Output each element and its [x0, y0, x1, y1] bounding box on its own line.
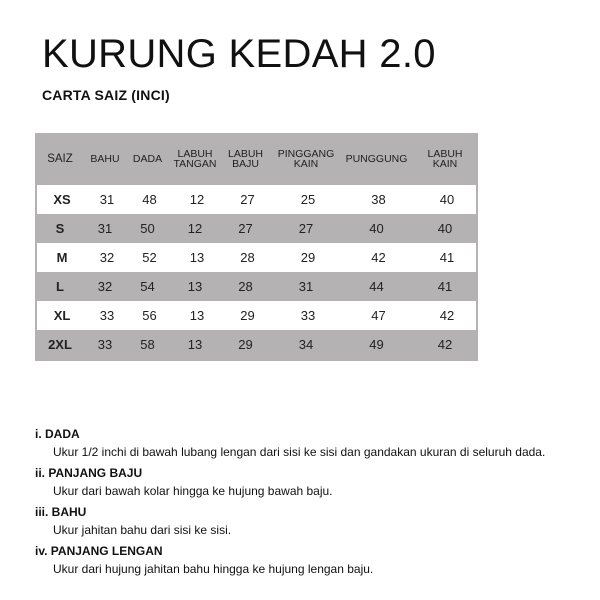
measurement-cell: 12 — [187, 221, 203, 236]
column-header — [125, 154, 170, 164]
measurement-cell: 13 — [187, 279, 203, 294]
measurement-cell: 31 — [298, 279, 314, 294]
measurement-cell: 42 — [437, 337, 453, 352]
column-header — [341, 154, 412, 164]
table-row — [35, 301, 478, 330]
measurement-cell: 42 — [439, 308, 455, 323]
measurement-cell: 40 — [437, 221, 453, 236]
size-label: XL — [53, 308, 71, 323]
measurement-cell: 31 — [99, 192, 115, 207]
measurement-cell: 54 — [140, 279, 155, 294]
measurement-cell: 27 — [298, 221, 314, 236]
measurement-cell: 49 — [369, 337, 384, 352]
note-description: Ukur dari hujung jahitan bahu hingga ke hujung lengan baju. — [53, 562, 374, 576]
column-header-text: PINGGANG — [277, 148, 335, 160]
measurement-cell: 33 — [97, 337, 113, 352]
measurement-cell: 47 — [371, 308, 386, 323]
note-description: Ukur 1/2 inchi di bawah lubang lengan dari sisi ke sisi dan gandakan ukuran di seluruh dada. — [53, 445, 546, 459]
column-header — [35, 154, 85, 164]
column-header-text: BAJU — [232, 158, 259, 170]
measurement-cell: 38 — [371, 192, 386, 207]
column-header-text: KAIN — [432, 158, 458, 170]
table-row — [35, 214, 478, 243]
column-header — [271, 149, 341, 169]
column-header-text: KAIN — [293, 158, 319, 170]
note-description: Ukur dari bawah kolar hingga ke hujung bawah baju. — [53, 484, 333, 498]
column-header-text: PUNGGUNG — [345, 153, 408, 165]
size-label: 2XL — [48, 337, 72, 352]
measurement-cell: 50 — [140, 221, 155, 236]
measurement-cell: 27 — [240, 192, 255, 207]
table-header-row — [35, 133, 478, 185]
column-header-text: LABUH — [177, 148, 213, 160]
measurement-cell: 40 — [369, 221, 384, 236]
page-title: KURUNG KEDAH 2.0 — [42, 32, 436, 76]
column-header-text: DADA — [132, 153, 163, 165]
table-row — [35, 185, 478, 214]
column-header-text: SAIZ — [47, 153, 73, 165]
chart-subtitle: CARTA SAIZ (INCI) — [42, 87, 170, 103]
size-label: M — [56, 250, 68, 265]
column-header — [170, 149, 220, 169]
table-row — [35, 243, 478, 272]
note-title: iii. BAHU — [35, 505, 87, 519]
measurement-cell: 25 — [300, 192, 316, 207]
measurement-cell: 12 — [189, 192, 205, 207]
note-title: i. DADA — [35, 427, 80, 441]
measurement-cell: 56 — [142, 308, 157, 323]
column-header — [220, 149, 271, 169]
measurement-cell: 40 — [439, 192, 455, 207]
measurement-cell: 28 — [240, 250, 255, 265]
measurement-cell: 42 — [371, 250, 386, 265]
table-row — [35, 330, 478, 361]
column-header — [412, 149, 478, 169]
measurement-cell: 32 — [99, 250, 115, 265]
measurement-cell: 13 — [189, 308, 205, 323]
measurement-cell: 58 — [140, 337, 155, 352]
column-header-text: BAHU — [90, 153, 120, 165]
column-header-text: TANGAN — [173, 158, 217, 170]
table-row — [35, 272, 478, 301]
measurement-cell: 48 — [142, 192, 157, 207]
measurement-cell: 27 — [238, 221, 253, 236]
size-chart-table — [35, 133, 478, 361]
measurement-cell: 33 — [300, 308, 316, 323]
measurement-cell: 52 — [142, 250, 157, 265]
column-header-text: LABUH — [227, 148, 263, 160]
measurement-cell: 28 — [238, 279, 253, 294]
measurement-notes — [35, 427, 545, 583]
note-title: ii. PANJANG BAJU — [35, 466, 143, 480]
size-label: S — [55, 221, 65, 236]
measurement-cell: 29 — [238, 337, 253, 352]
measurement-cell: 29 — [300, 250, 316, 265]
measurement-cell: 44 — [369, 279, 384, 294]
measurement-cell: 31 — [97, 221, 113, 236]
measurement-cell: 33 — [99, 308, 115, 323]
size-label: XS — [53, 192, 71, 207]
measurement-cell: 13 — [187, 337, 203, 352]
measurement-cell: 13 — [189, 250, 205, 265]
note-description: Ukur jahitan bahu dari sisi ke sisi. — [53, 523, 232, 537]
column-header-text: LABUH — [427, 148, 463, 160]
measurement-cell: 34 — [298, 337, 314, 352]
measurement-cell: 41 — [439, 250, 455, 265]
measurement-cell: 29 — [240, 308, 255, 323]
note-title: iv. PANJANG LENGAN — [35, 544, 163, 558]
size-label: L — [56, 279, 64, 294]
column-header — [85, 154, 125, 164]
measurement-cell: 32 — [97, 279, 113, 294]
measurement-cell: 41 — [437, 279, 453, 294]
